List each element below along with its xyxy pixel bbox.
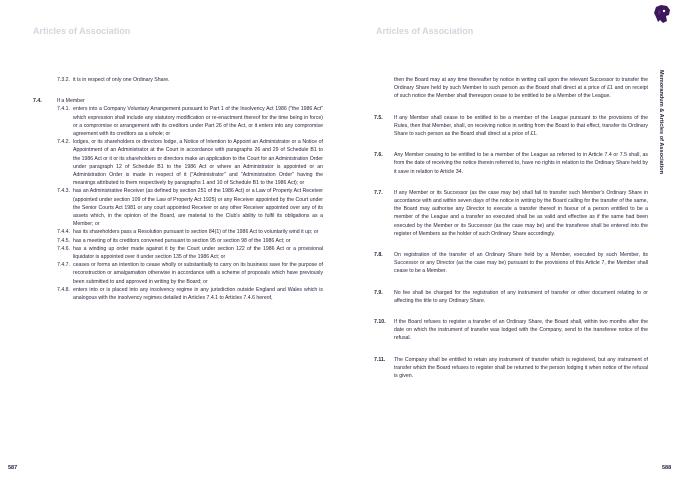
clause-7-11	[374, 356, 648, 381]
clause-text: If a Member	[57, 98, 85, 105]
clause-number: 7.3.2.	[57, 77, 70, 83]
clause-number: 7.4.6.	[57, 245, 70, 252]
page-number-left: 587	[8, 465, 18, 471]
clause-number: 7.9.	[374, 289, 383, 296]
clause-number: 7.8.	[374, 252, 383, 259]
clause-text: enters into a Company Voluntary Arrangement pursuant to Part 1 of the Insolvency Act 1986 ("the 1986 Act" which expression shall include any statutory modification or re-enactment thereof for the time being in force) or a compromise or arrangement with its creditors under Part 26 of the Act, or it enters into any compromise agreement with its creditors as a whole; or	[73, 106, 323, 138]
clause-7-8	[374, 251, 648, 276]
clause-7-4-continuation	[374, 76, 648, 101]
clause-number: 7.4.4.	[57, 229, 70, 236]
clause-7-4-6	[33, 245, 323, 261]
clause-text: has its shareholders pass a Resolution pursuant to section 84(1) of the 1986 Act to voluntarily wind it up; or	[73, 229, 319, 236]
clause-number: 7.6.	[374, 152, 383, 159]
clause-number: 7.7.	[374, 189, 383, 196]
clause-text: Any Member ceasing to be entitled to be a member of the League as referred to in Article 7.4 or 7.5 shall, as from the date of receiving the notice therein referred to, have no rights in relation to the Ordinary Share held by it save in relation to Article 34.	[394, 152, 648, 175]
left-column	[33, 76, 323, 302]
clause-text: it is in respect of only one Ordinary Share.	[73, 77, 170, 83]
clause-text: has an Administrative Receiver (as defined by section 251 of the 1986 Act) or a Law of Property Act Receiver (appointed under section 109 of the Law of Property Act 1925) or any Receiver appointed by the Court under the Senior Courts Act 1981 or any court appointed Receiver or any other Receiver appointed over any of its assets which, in the opinion of the Board, are material to the Club's ability to fulfil its obligations as a Member; or	[73, 188, 323, 228]
clause-7-10	[374, 318, 648, 343]
clause-number: 7.4.7.	[57, 262, 70, 269]
clause-number: 7.4.1.	[57, 106, 70, 113]
clause-7-6	[374, 151, 648, 176]
side-section-label	[658, 70, 674, 250]
clause-number: 7.4.5.	[57, 237, 70, 244]
header-title-left: Articles of Association	[33, 26, 131, 36]
clause-7-4-4	[33, 228, 323, 236]
clause-7-4-3	[33, 187, 323, 228]
clause-7-9	[374, 289, 648, 305]
clause-7-7	[374, 189, 648, 238]
clause-7-4-7	[33, 261, 323, 286]
clause-number: 7.4.3.	[57, 188, 70, 195]
clause-number: 7.4.	[33, 98, 42, 105]
clause-text: The Company shall be entitled to retain any instrument of transfer which is registered, but any instrument of transfer which the Board refuses to register shall be returned to the person lodging it when notice of the refusal is given.	[394, 356, 648, 380]
right-column	[374, 76, 648, 380]
clause-7-4	[33, 97, 323, 105]
clause-7-4-5	[33, 237, 323, 245]
clause-text: On registration of the transfer of an Ordinary Share held by a Member, executed by such Member, its Successor or any Director (as the case may be) pursuant to the provisions of this Article 7, the Member shall cease to be a Member.	[394, 252, 648, 275]
clause-text: If any Member shall cease to be entitled to be a member of the League pursuant to the provisions of the Rules, then that Member, shall, on receiving notice in writing from the Board to that effect, transfer its Ordinary Share to such person as the Board shall direct at a price of £1.	[394, 114, 648, 138]
clause-text: has a meeting of its creditors convened pursuant to section 95 or section 98 of the 1986 Act; or	[73, 237, 291, 244]
clause-number: 7.4.8.	[57, 286, 70, 293]
clause-text: enters into or is placed into any insolvency regime in any jurisdiction outside England and Wales which is analogous with the insolvency regimes detailed in Articles 7.4.1 to Articles 7.4.6 hereof,	[73, 286, 323, 302]
clause-number: 7.10.	[374, 319, 386, 326]
clause-7-3-2	[33, 76, 323, 84]
page-number-right: 588	[662, 465, 672, 471]
clause-7-5	[374, 114, 648, 139]
clause-7-4-8	[33, 286, 323, 302]
clause-number: 7.4.2.	[57, 139, 70, 146]
clause-text: No fee shall be charged for the registration of any instrument of transfer or other document relating to or affecting the title to any Ordinary Share.	[394, 289, 648, 304]
clause-7-4-1	[33, 105, 323, 138]
clause-text: ceases or forms an intention to cease wholly or substantially to carry on its business save for the purpose of reconstruction or amalgamation otherwise in accordance with a scheme of proposals which have previously been submitted to and approved in writing by the Board; or	[73, 262, 323, 285]
clause-text: lodges, or its shareholders or directors lodge, a Notice of Intention to Appoint an Administrator or a Notice of Appointment of an Administrator at the Court in accordance with paragraphs 26 and 29 of Schedule B1 to the 1986 Act or it or its shareholders or directors make an application to the Court for an Administration Order under paragraph 12 of Schedule B1 to the 1986 Act or where an Administrator is appointed or an Administration Order is made in respect of it ("Administrator" and "Administration Order" having the meanings attributed to them respectively by paragraphs 1 and 10 of Schedule B1 to the 1986 Act); or	[73, 139, 323, 187]
side-label-text: Memorandum & Articles of Association	[658, 70, 664, 175]
clause-7-4-2	[33, 138, 323, 187]
clause-text: then the Board may at any time thereafter by notice in writing call upon the relevant Successor to transfer the Ordinary Share held by such Member to such person as the Board shall direct at a price of £1 and on receipt of such notice the Member shall thereupon cease to be entitled to be a Member of the League.	[394, 77, 648, 100]
clause-text: has a winding up order made against it by the Court under section 122 of the 1986 Act or a provisional liquidator is appointed over it under section 135 of the 1986 Act; or	[73, 245, 323, 261]
header-title-right: Articles of Association	[376, 26, 474, 36]
premier-league-lion-icon	[652, 4, 672, 24]
clause-number: 7.5.	[374, 114, 383, 121]
clause-text: If any Member or its Successor (as the case may be) shall fail to transfer such Member's Ordinary Share in accordance with and within seven days of the notice in writing by the Board calling for the transfer of the same, the Board may authorise any Director to execute a transfer thereof in favour of a person entitled to be a member of the League and a transfer so executed shall be as valid and effective as if the same had been executed by the Member or its Successor (as the case may be) and the transferee shall be entered into the register of Members as the holder of such Ordinary Share accordingly.	[394, 189, 648, 237]
clause-number: 7.11.	[374, 356, 386, 363]
clause-text: If the Board refuses to register a transfer of an Ordinary Share, the Board shall, within two months after the date on which the instrument of transfer was lodged with the Company, send to the transferee notice of the refusal.	[394, 319, 648, 342]
